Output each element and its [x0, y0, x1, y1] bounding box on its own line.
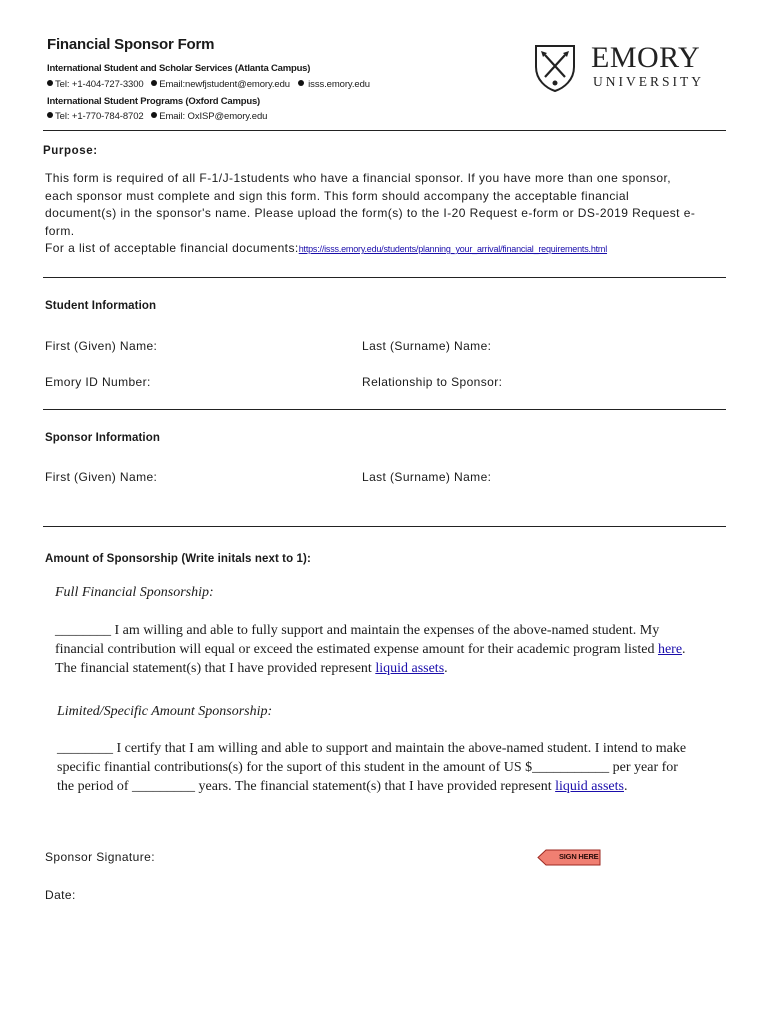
- bullet-icon: [298, 80, 304, 86]
- full-line: The financial statement(s) that I have provided represent liquid assets.: [55, 661, 448, 676]
- divider: [43, 277, 726, 278]
- emory-id-label: Emory ID Number:: [45, 375, 151, 389]
- student-info-heading: Student Information: [45, 300, 157, 312]
- purpose-line: form.: [45, 223, 75, 238]
- sponsor-signature-label: Sponsor Signature:: [45, 850, 155, 864]
- atlanta-heading: International Student and Scholar Services (Atlanta Campus): [47, 63, 311, 74]
- full-sponsorship-text: [55, 621, 745, 678]
- atlanta-contact: [47, 79, 370, 90]
- limited-line: the period of _________ years. The financial statement(s) that I have provided represent liquid assets.: [57, 779, 628, 794]
- full-sponsorship-title: Full Financial Sponsorship:: [55, 585, 214, 600]
- liquid-assets-link[interactable]: liquid assets: [375, 661, 445, 676]
- sponsor-info-heading: Sponsor Information: [45, 432, 160, 444]
- full-line: ________ I am willing and able to fully support and maintain the expenses of the above-named student. My: [55, 623, 660, 638]
- limited-sponsorship-text: [57, 739, 747, 796]
- oxford-email: Email: OxISP@emory.edu: [159, 111, 268, 122]
- logo-sub: UNIVERSITY: [593, 74, 704, 89]
- relationship-label: Relationship to Sponsor:: [362, 375, 503, 389]
- student-first-name-label: First (Given) Name:: [45, 339, 158, 353]
- logo-name: EMORY: [591, 41, 701, 74]
- full-line-text: financial contribution will equal or exceed the estimated expense amount for their academic program listed: [55, 642, 655, 657]
- liquid-assets-link[interactable]: liquid assets: [555, 779, 624, 794]
- purpose-line: This form is required of all F-1/J-1students who have a financial sponsor. If you have more than one sponsor,: [45, 171, 672, 185]
- emory-logo: [531, 43, 711, 95]
- bullet-icon: [47, 112, 53, 118]
- financial-requirements-link[interactable]: https://isss.emory.edu/students/planning_your_arrival/financial_requirements.html: [298, 244, 608, 254]
- shield-icon: [533, 43, 577, 93]
- purpose-text: [45, 170, 725, 259]
- bullet-icon: [151, 112, 157, 118]
- amount-heading: Amount of Sponsorship (Write initals next to 1):: [45, 553, 311, 565]
- documents-text: For a list of acceptable financial documents:: [45, 241, 299, 255]
- date-label: Date:: [45, 888, 76, 902]
- atlanta-tel: Tel: +1-404-727-3300: [55, 79, 144, 90]
- sign-here-button[interactable]: [537, 849, 601, 866]
- limited-line: ________ I certify that I am willing and able to support and maintain the above-named student. I intend to make: [57, 741, 687, 756]
- documents-line: [45, 240, 725, 259]
- atlanta-email: Email:newfjstudent@emory.edu: [159, 79, 290, 90]
- sponsor-last-name-label: Last (Surname) Name:: [362, 470, 492, 484]
- bullet-icon: [151, 80, 157, 86]
- divider: [43, 409, 726, 410]
- sign-here-label: SIGN HERE: [559, 852, 599, 861]
- bullet-icon: [47, 80, 53, 86]
- limited-line-text: the period of _________ years. The financial statement(s) that I have provided represent: [57, 779, 552, 794]
- limited-line: specific finantial contributions(s) for the suport of this student in the amount of US $___________ per year for: [57, 760, 678, 775]
- purpose-line: each sponsor must complete and sign this form. This form should accompany the acceptable financial: [45, 188, 630, 203]
- student-last-name-label: Last (Surname) Name:: [362, 339, 492, 353]
- purpose-heading: Purpose:: [43, 145, 98, 157]
- oxford-contact: [47, 111, 267, 122]
- atlanta-site: isss.emory.edu: [308, 79, 370, 90]
- full-line-text: The financial statement(s) that I have provided represent: [55, 661, 372, 676]
- divider: [43, 130, 726, 131]
- oxford-heading: International Student Programs (Oxford Campus): [47, 96, 261, 107]
- limited-sponsorship-title: Limited/Specific Amount Sponsorship:: [57, 704, 273, 719]
- full-line: financial contribution will equal or exceed the estimated expense amount for their academic program listed here.: [55, 642, 686, 657]
- sponsor-first-name-label: First (Given) Name:: [45, 470, 158, 484]
- purpose-line: document(s) in the sponsor's name. Please upload the form(s) to the I-20 Request e-form or DS-2019 Request e-: [45, 206, 696, 220]
- form-title: Financial Sponsor Form: [47, 36, 215, 53]
- here-link[interactable]: here: [657, 642, 683, 657]
- oxford-tel: Tel: +1-770-784-8702: [55, 111, 144, 122]
- divider: [43, 526, 726, 527]
